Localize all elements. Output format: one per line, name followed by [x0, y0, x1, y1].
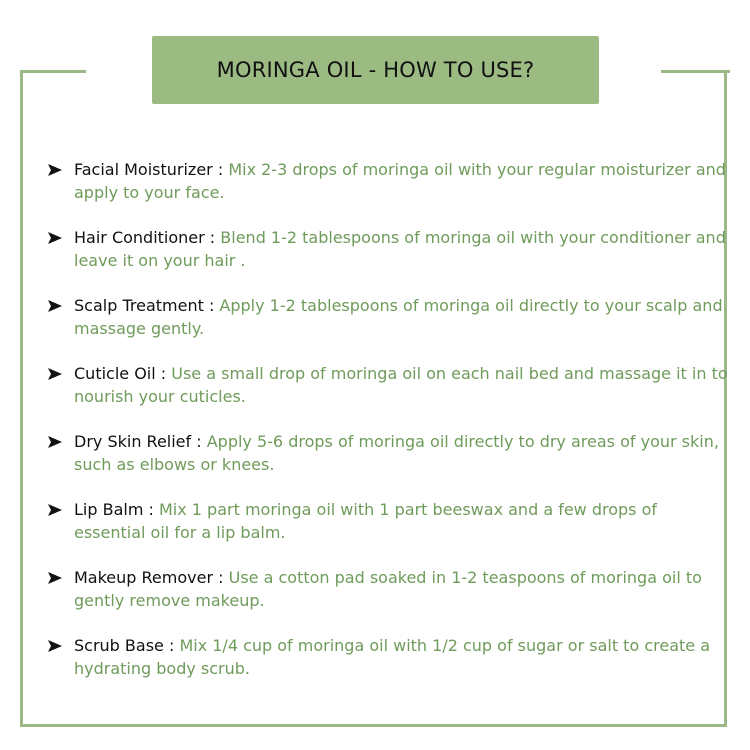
item-label: Scalp Treatment :: [74, 296, 220, 315]
item-description: Use a small drop of moringa oil on each nail bed and massage it in to nourish your cuticles.: [74, 364, 728, 406]
usage-list: [48, 158, 728, 702]
title-banner: [152, 36, 599, 104]
item-text: [74, 226, 728, 272]
list-item: [48, 294, 728, 362]
arrow-bullet-icon: [48, 498, 74, 516]
item-description: Apply 5-6 drops of moringa oil directly to dry areas of your skin, such as elbows or knees.: [74, 432, 719, 474]
arrow-bullet-icon: [48, 566, 74, 584]
item-description: Mix 1/4 cup of moringa oil with 1/2 cup of sugar or salt to create a hydrating body scrub.: [74, 636, 710, 678]
item-label: Facial Moisturizer :: [74, 160, 229, 179]
item-text: [74, 498, 728, 544]
item-label: Scrub Base :: [74, 636, 180, 655]
item-description: Apply 1-2 tablespoons of moringa oil directly to your scalp and massage gently.: [74, 296, 723, 338]
arrow-bullet-icon: [48, 430, 74, 448]
page-title: MORINGA OIL - HOW TO USE?: [216, 58, 535, 82]
item-description: Blend 1-2 tablespoons of moringa oil with your conditioner and leave it on your hair .: [74, 228, 726, 270]
arrow-bullet-icon: [48, 634, 74, 652]
list-item: [48, 634, 728, 702]
arrow-bullet-icon: [48, 294, 74, 312]
list-item: [48, 362, 728, 430]
list-item: [48, 566, 728, 634]
item-label: Makeup Remover :: [74, 568, 229, 587]
item-text: [74, 566, 728, 612]
arrow-bullet-icon: [48, 362, 74, 380]
item-text: [74, 158, 728, 204]
frame-top-left-segment: [20, 70, 86, 73]
list-item: [48, 226, 728, 294]
frame-top-right-segment: [661, 70, 730, 73]
arrow-bullet-icon: [48, 226, 74, 244]
item-description: Mix 2-3 drops of moringa oil with your regular moisturizer and apply to your face.: [74, 160, 726, 202]
item-description: Mix 1 part moringa oil with 1 part beeswax and a few drops of essential oil for a lip balm.: [74, 500, 658, 542]
item-label: Hair Conditioner :: [74, 228, 221, 247]
item-text: [74, 634, 728, 680]
item-text: [74, 430, 728, 476]
item-label: Dry Skin Relief :: [74, 432, 207, 451]
item-text: [74, 294, 728, 340]
list-item: [48, 158, 728, 226]
item-text: [74, 362, 728, 408]
item-label: Lip Balm :: [74, 500, 159, 519]
item-label: Cuticle Oil :: [74, 364, 172, 383]
arrow-bullet-icon: [48, 158, 74, 176]
list-item: [48, 498, 728, 566]
item-description: Use a cotton pad soaked in 1-2 teaspoons of moringa oil to gently remove makeup.: [74, 568, 702, 610]
list-item: [48, 430, 728, 498]
